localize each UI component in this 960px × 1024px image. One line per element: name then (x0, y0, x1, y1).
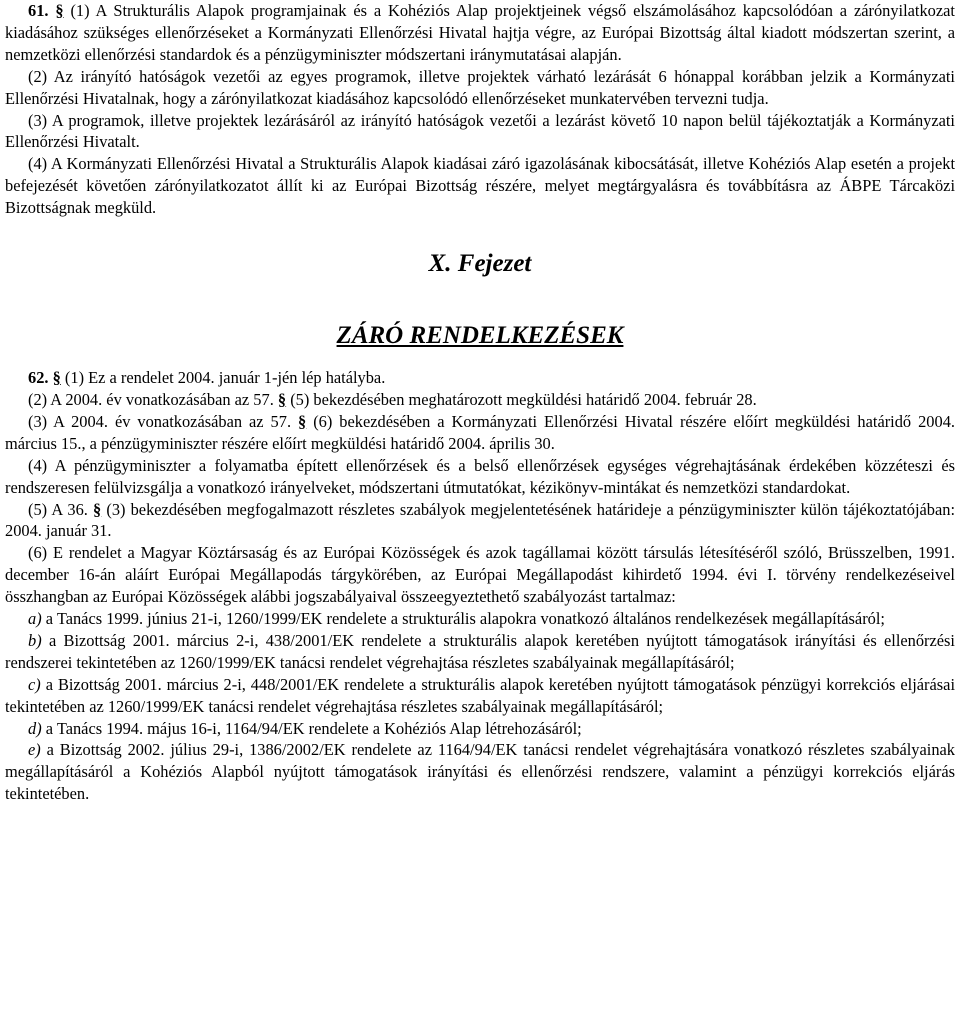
section-62-paragraph-2 (5, 389, 955, 411)
section-61-paragraph-1 (5, 0, 955, 66)
section-61-paragraph-3: (3) A programok, illetve projektek lezárásáról az irányító hatóságok vezetői a lezárást követő 10 napon belül tájékoztatják a Kormányzati Ellenőrzési Hivatalt. (5, 110, 955, 152)
list-item-text: a Tanács 1999. június 21-i, 1260/1999/EK rendelete a strukturális alapokra vonatkozó általános rendelkezések megállapításáról; (41, 609, 885, 629)
section-62-p2-sign: § (277, 389, 287, 409)
list-item-label: c) (28, 674, 41, 694)
section-62-p3-sign: § (298, 411, 307, 431)
section-62-paragraph-3 (5, 411, 955, 455)
chapter-subtitle: ZÁRÓ RENDELKEZÉSEK (336, 322, 624, 350)
list-item-b (5, 630, 955, 674)
section-61-number: 61. (28, 1, 49, 20)
section-62-p5-sign: § (93, 499, 102, 519)
list-item-a (5, 608, 955, 630)
list-item-text: a Bizottság 2001. március 2-i, 438/2001/EK rendelete a strukturális alapok keretében nyújtott támogatások irányítási és ellenőrzési rendszerei tekintetében az 1260/1999/EK tanácsi rendelet végrehajtása részletes szabályainak megállapításáról; (5, 630, 955, 672)
section-62-p3-text-a: (3) A 2004. év vonatkozásában az 57. (28, 411, 299, 431)
section-62-p2-text-b: (5) bekezdésében meghatározott megküldési határidő 2004. február 28. (286, 389, 757, 409)
list-item-d (5, 718, 955, 740)
section-62-p2-text-a: (2) A 2004. év vonatkozásában az 57. (28, 389, 278, 409)
section-61-paragraph-4: (4) A Kormányzati Ellenőrzési Hivatal a Strukturális Alapok kiadásai záró igazolásának kibocsátását, illetve Kohéziós Alap esetén a projekt befejezését követően zárónyilatkozatot állít ki az Európai Bizottság részére, melyet megtárgyalásra és továbbításra az ÁBPE Tárcaközi Bizottságnak megküld. (5, 154, 955, 218)
list-item-text: a Bizottság 2001. március 2-i, 448/2001/EK rendelete a strukturális alapok keretében nyújtott támogatások pénzügyi korrekciós eljárásai tekintetében az 1260/1999/EK tanácsi rendelet végrehajtása részletes szabályainak megállapításáról; (5, 674, 955, 716)
list-item-label: a) (28, 609, 42, 629)
section-62-p5-text-b: (3) bekezdésében megfogalmazott részletes szabályok megjelentetésének határideje a pénzügyminiszter külön tájékoztatójában: 2004. január 31. (5, 499, 956, 541)
list-item-label: d) (28, 718, 42, 738)
list-item-text: a Tanács 1994. május 16-i, 1164/94/EK rendelete a Kohéziós Alap létrehozásáról; (41, 718, 582, 738)
section-62-paragraph-5 (5, 499, 955, 543)
section-61-p1-text: (1) A Strukturális Alapok programjainak és a Kohéziós Alap projektjeinek végső elszámolásához kapcsolódóan a zárónyilatkozat kiadásához szükséges ellenőrzéseket a Kormányzati Ellenőrzési Hivatal hajtja végre, az Európai Bizottság által kiadott módszertan szerint, a nemzetközi ellenőrzési standardok és a pénzügyminiszter módszertani iránymutatásai alapján. (5, 1, 955, 64)
list-item-e (5, 739, 955, 805)
section-62-sign: § (52, 368, 61, 388)
section-62-paragraph-1 (5, 367, 955, 389)
list-item-c (5, 674, 955, 718)
section-61-paragraph-2: (2) Az irányító hatóságok vezetői az egyes programok, illetve projektek várható lezárását 6 hónappal korábban jelzik a Kormányzati Ellenőrzési Hivatalnak, hogy a zárónyilatkozat kiadásához kapcsolódó ellenőrzéseket munkatervében tervezni tudja. (5, 66, 955, 108)
chapter-title: X. Fejezet (428, 250, 532, 278)
section-62-paragraph-6: (6) E rendelet a Magyar Köztársaság és az Európai Közösségek és azok tagállamai között társulás létesítéséről szóló, Brüsszelben, 1991. december 16-án aláírt Európai Megállapodás tárgykörében, az Európai Megállapodást kihirdető 1994. évi I. törvény rendelkezéseivel összhangban az Európai Közösségek alábbi jogszabályaival összeegyeztethető szabályozást tartalmaz: (5, 543, 955, 607)
section-62-number: 62. (28, 368, 49, 388)
section-62-p1-text: (1) Ez a rendelet 2004. január 1-jén lép hatályba. (64, 368, 386, 388)
list-item-label: b) (28, 630, 42, 650)
section-61-sign: § (55, 1, 64, 20)
section-62-p3-text-b: (6) bekezdésében a Kormányzati Ellenőrzési Hivatal részére előírt megküldési határidő 2004. március 15., a pénzügyminiszter részére előírt megküldési határidő 2004. április 30. (5, 411, 955, 453)
section-62-p5-text-a: (5) A 36. (28, 499, 94, 519)
list-item-text: a Bizottság 2002. július 29-i, 1386/2002/EK rendelete az 1164/94/EK tanácsi rendelet végrehajtására vonatkozó részletes szabályainak megállapításáról a Kohéziós Alapból nyújtott támogatások irányítási és ellenőrzési rendszere, valamint a pénzügyi korrekciós eljárás tekintetében. (5, 740, 955, 804)
section-62-paragraph-4: (4) A pénzügyminiszter a folyamatba épített ellenőrzések és a belső ellenőrzések egységes végrehajtásának érdekében közzéteszi és rendszeresen felülvizsgálja a vonatkozó irányelveket, módszertani útmutatókat, kézikönyv-mintákat és nemzetközi standardokat. (5, 455, 955, 497)
list-item-label: e) (28, 740, 41, 760)
